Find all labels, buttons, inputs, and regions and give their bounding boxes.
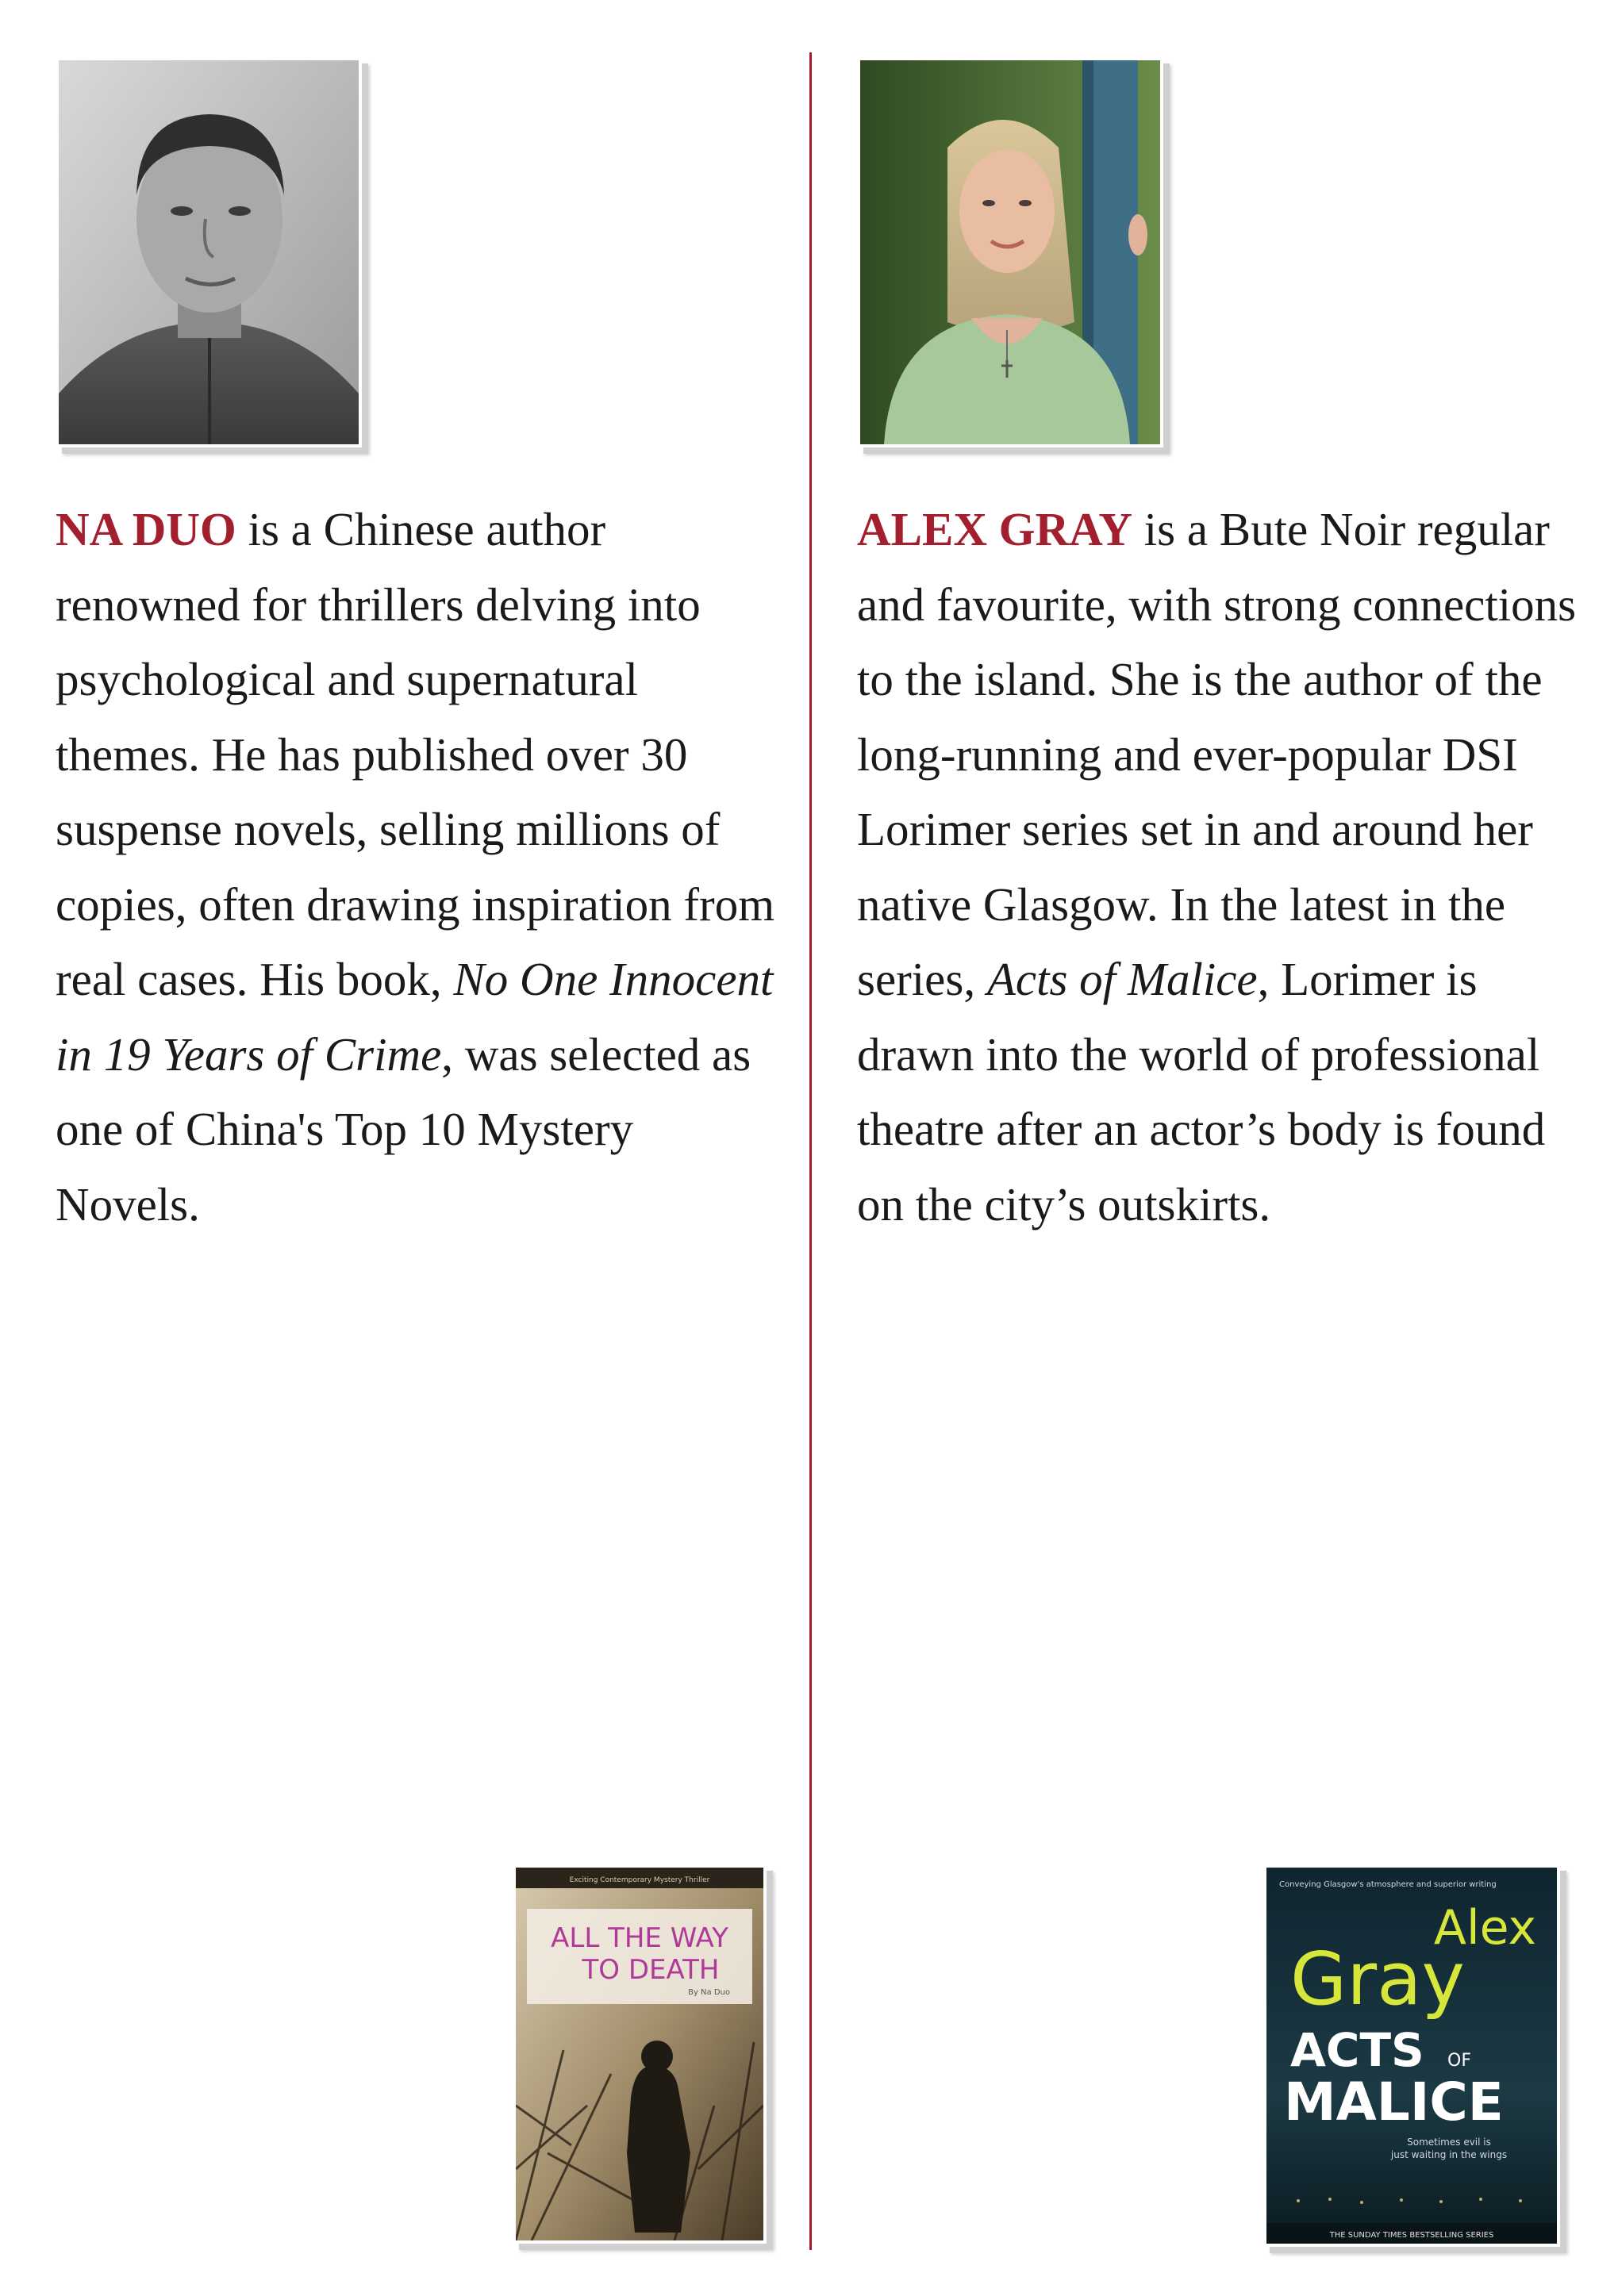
cover-author-line2: Gray [1290,1937,1465,2021]
cover-quote: Conveying Glasgow's atmosphere and superior writing [1279,1880,1497,1889]
cover-title-line2: MALICE [1284,2071,1504,2133]
bio-text: is a Bute Noir regular and favourite, with strong connections to the island. She is the author of the long-running and ever-popular DSI Lorimer series set in and around her native Glasgow. In the latest in the series, [857,503,1577,1005]
cover-tagline-line2: just waiting in the wings [1390,2149,1508,2160]
book-title: No One Innocent in 19 Years of Crime [56,953,774,1081]
author-name: ALEX GRAY [857,503,1132,555]
portrait-image [860,60,1160,444]
cover-tagline-line1: Sometimes evil is [1407,2137,1491,2148]
cover-title-line2: TO DEATH [582,1954,720,1986]
column-divider [809,52,812,2250]
author-name: NA DUO [56,503,236,555]
cover-title-of: OF [1447,2051,1471,2071]
bio-alex-gray [857,492,1587,1242]
author-photo-alex-gray [857,57,1163,447]
bio-na-duo [56,492,786,1242]
cover-author-line1: Alex [1433,1900,1536,1956]
book-cover-acts-of-malice [1263,1864,1560,2247]
book-title: Acts of Malice [986,953,1258,1005]
author-column-na-duo [56,0,801,2296]
cover-artwork [516,1868,763,2240]
author-photo-na-duo [56,57,362,447]
bio-text-end: , was selected as one of China's Top 10 Mystery Novels. [56,1027,751,1231]
book-cover-all-the-way-to-death [513,1864,767,2244]
cover-footer: THE SUNDAY TIMES BESTSELLING SERIES [1329,2231,1494,2240]
portrait-image [59,60,359,444]
cover-title-line1: ACTS [1290,2023,1424,2077]
cover-byline: By Na Duo [688,1988,730,1997]
bio-text-end: , Lorimer is drawn into the world of professional theatre after an actor’s body is found on the city’s outskirts. [857,953,1546,1231]
bio-text: is a Chinese author renowned for thrillers delving into psychological and supernatural themes. He has published over 30 suspense novels, selling millions of copies, often drawing inspiration from real cases. His book, [56,503,775,1005]
cover-top-text: Exciting Contemporary Mystery Thriller [569,1876,710,1884]
cover-title-line1: ALL THE WAY [551,1922,728,1954]
cover-artwork [1266,1868,1557,2244]
